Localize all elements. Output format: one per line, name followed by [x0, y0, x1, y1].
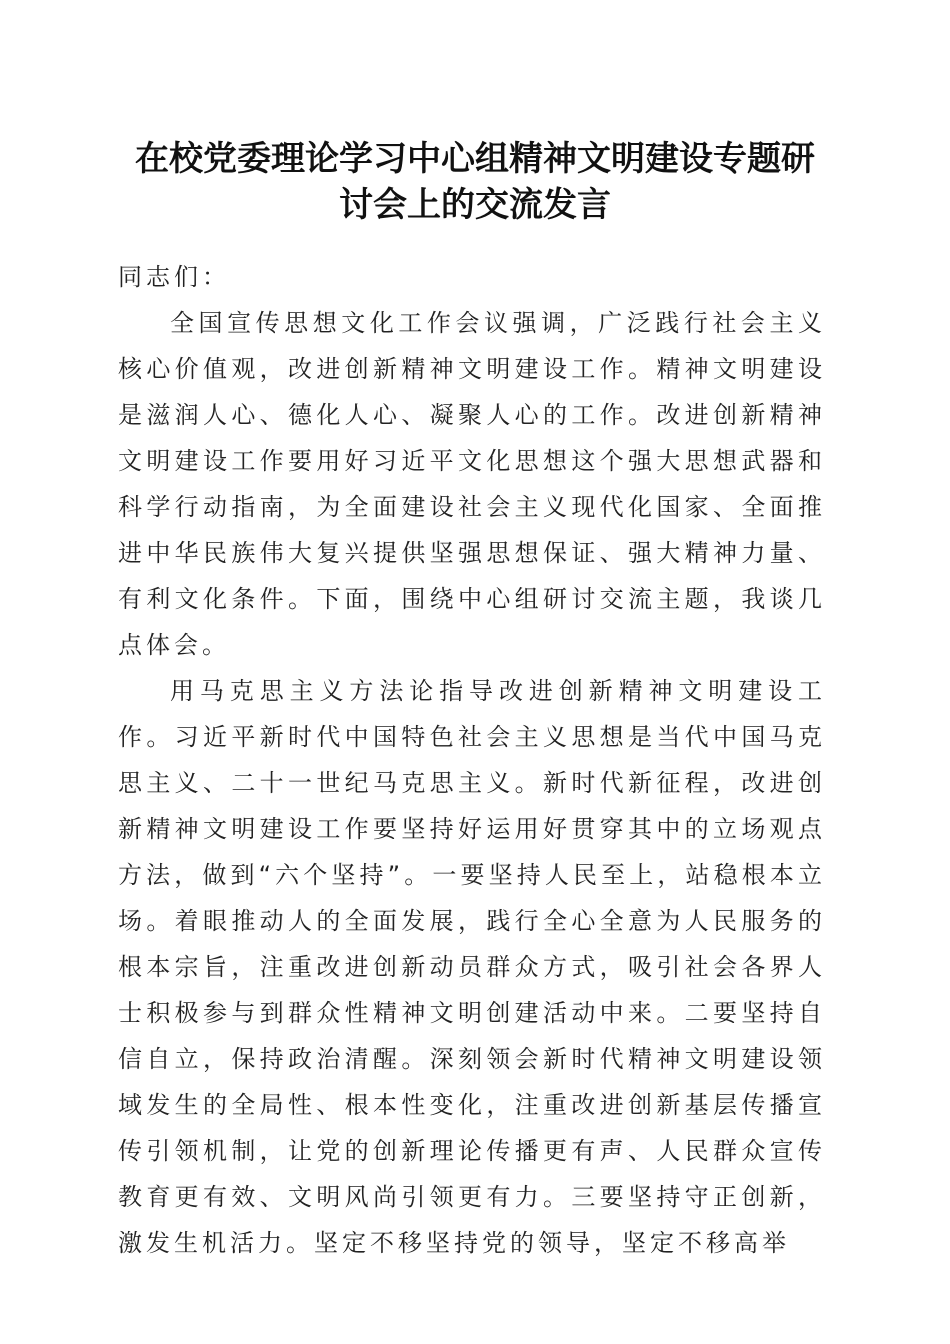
- document-body: [118, 254, 826, 1266]
- title-line-1: 在校党委理论学习中心组精神文明建设专题研: [135, 139, 815, 179]
- paragraph-1: 全国宣传思想文化工作会议强调，广泛践行社会主义核心价值观，改进创新精神文明建设工作。精神文明建设是滋润人心、德化人心、凝聚人心的工作。改进创新精神文明建设工作要用好习近平文化思想这个强大思想武器和科学行动指南，为全面建设社会主义现代化国家、全面推进中华民族伟大复兴提供坚强思想保证、强大精神力量、有利文化条件。下面，围绕中心组研讨交流主题，我谈几点体会。: [118, 309, 826, 659]
- document-title: [110, 136, 840, 228]
- paragraph-2: 用马克思主义方法论指导改进创新精神文明建设工作。习近平新时代中国特色社会主义思想是当代中国马克思主义、二十一世纪马克思主义。新时代新征程，改进创新精神文明建设工作要坚持好运用好贯穿其中的立场观点方法，做到“六个坚持”。一要坚持人民至上，站稳根本立场。着眼推动人的全面发展，践行全心全意为人民服务的根本宗旨，注重改进创新动员群众方式，吸引社会各界人士积极参与到群众性精神文明创建活动中来。二要坚持自信自立，保持政治清醒。深刻领会新时代精神文明建设领域发生的全局性、根本性变化，注重改进创新基层传播宣传引领机制，让党的创新理论传播更有声、人民群众宣传教育更有效、文明风尚引领更有力。三要坚持守正创新，激发生机活力。坚定不移坚持党的领导，坚定不移高举: [118, 677, 826, 1257]
- title-line-2: 讨会上的交流发言: [339, 185, 611, 225]
- greeting: 同志们：: [118, 263, 230, 291]
